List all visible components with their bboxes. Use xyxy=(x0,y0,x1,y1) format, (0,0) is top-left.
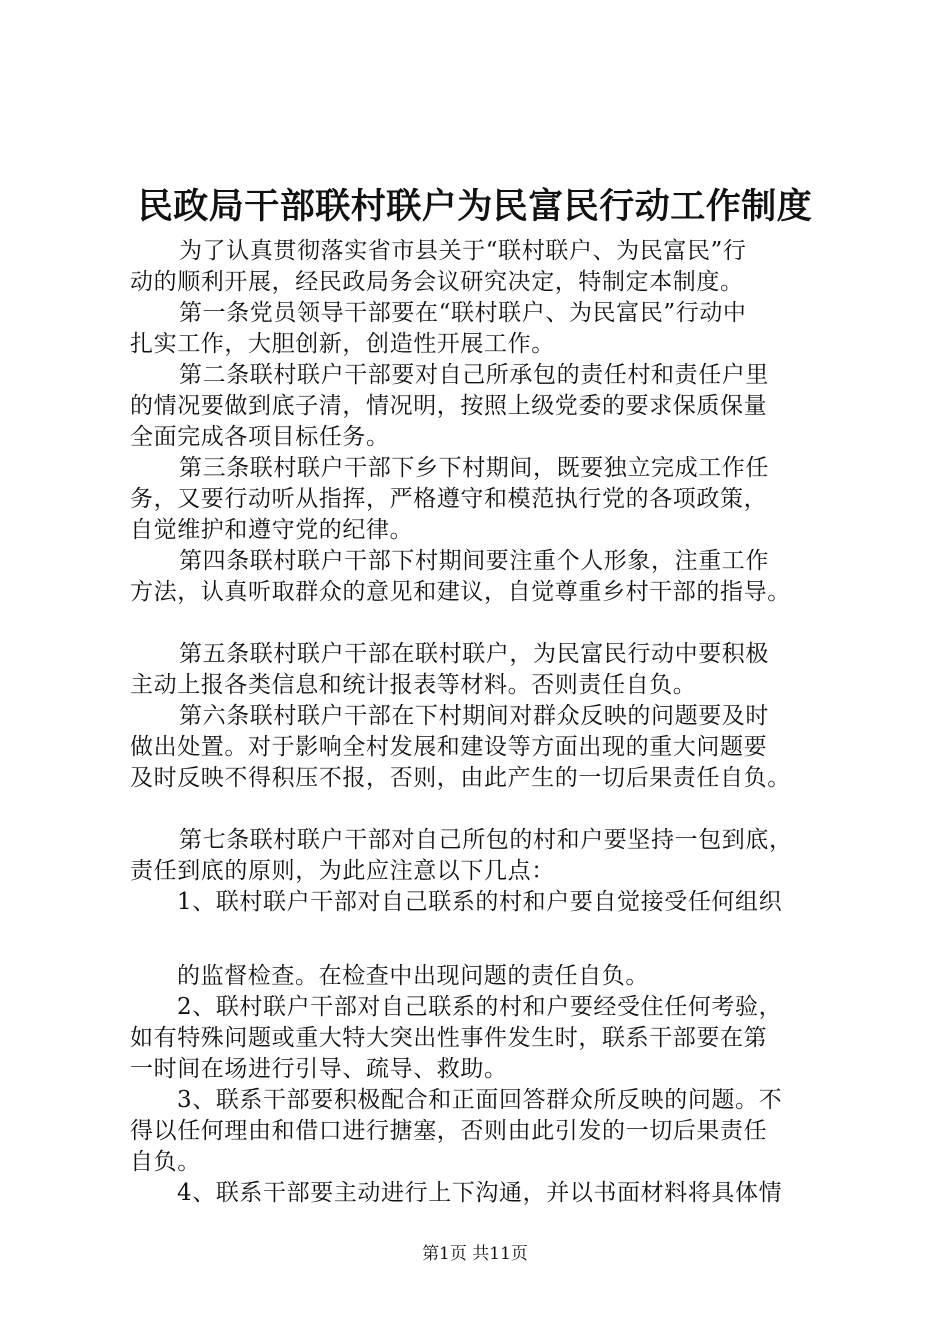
paragraph-line: 自负。 xyxy=(130,1149,201,1175)
paragraph-line: 如有特殊问题或重大特大突出性事件发生时，联系干部要在第 xyxy=(130,1025,768,1051)
blank-line xyxy=(130,608,830,639)
paragraph-line: 第二条联村联户干部要对自己所承包的责任村和责任户里 xyxy=(179,362,769,388)
paragraph-line: 务，又要行动听从指挥，严格遵守和模范执行党的各项政策， xyxy=(130,486,768,512)
paragraph-line: 得以任何理由和借口进行搪塞，否则由此引发的一切后果责任 xyxy=(130,1118,768,1144)
paragraph-line: 第七条联村联户干部对自己所包的村和户要坚持一包到底， xyxy=(179,827,793,853)
paragraph-line: 第四条联村联户干部下村期间要注重个人形象，注重工作 xyxy=(179,548,769,574)
paragraph-line: 1、联村联户干部对自己联系的村和户要自觉接受任何组织 xyxy=(177,889,783,915)
paragraph-line: 4、联系干部要主动进行上下沟通，并以书面材料将具体情 xyxy=(177,1180,783,1206)
paragraph-line: 的监督检查。在检查中出现问题的责任自负。 xyxy=(177,963,649,989)
paragraph-line: 第五条联村联户干部在联村联户，为民富民行动中要积极 xyxy=(179,641,769,667)
paragraph-line: 动的顺利开展，经民政局务会议研究决定，特制定本制度。 xyxy=(130,269,744,295)
paragraph-line: 做出处置。对于影响全村发展和建设等方面出现的重大问题要 xyxy=(130,734,768,760)
blank-line xyxy=(130,794,830,825)
paragraph-line: 一时间在场进行引导、疏导、救助。 xyxy=(130,1056,508,1082)
page-number: 第1页 共11页 xyxy=(422,1244,528,1264)
paragraph-line: 2、联村联户干部对自己联系的村和户要经受住任何考验， xyxy=(177,994,783,1020)
paragraph-line: 方法，认真听取群众的意见和建议，自觉尊重乡村干部的指导。 xyxy=(130,579,791,605)
blank-line xyxy=(130,918,830,961)
document-title: 民政局干部联村联户为民富民行动工作制度 xyxy=(137,186,813,227)
document-body xyxy=(130,236,830,1209)
paragraph-line: 第六条联村联户干部在下村期间对群众反映的问题要及时 xyxy=(179,703,769,729)
paragraph-line: 为了认真贯彻落实省市县关于“联村联户、为民富民”行 xyxy=(179,238,747,264)
paragraph-line: 3、联系干部要积极配合和正面回答群众所反映的问题。不 xyxy=(177,1087,783,1113)
paragraph-line: 第一条党员领导干部要在“联村联户、为民富民”行动中 xyxy=(179,300,747,326)
paragraph-line: 责任到底的原则，为此应注意以下几点： xyxy=(130,858,555,884)
paragraph-line: 扎实工作，大胆创新，创造性开展工作。 xyxy=(130,331,555,357)
paragraph-line: 主动上报各类信息和统计报表等材料。否则责任自负。 xyxy=(130,672,697,698)
paragraph-line: 第三条联村联户干部下乡下村期间，既要独立完成工作任 xyxy=(179,455,769,481)
paragraph-line: 及时反映不得积压不报，否则，由此产生的一切后果责任自负。 xyxy=(130,765,791,791)
paragraph-line: 的情况要做到底子清，情况明，按照上级党委的要求保质保量 xyxy=(130,393,768,419)
paragraph-line: 全面完成各项目标任务。 xyxy=(130,424,390,450)
paragraph-line: 自觉维护和遵守党的纪律。 xyxy=(130,517,414,543)
